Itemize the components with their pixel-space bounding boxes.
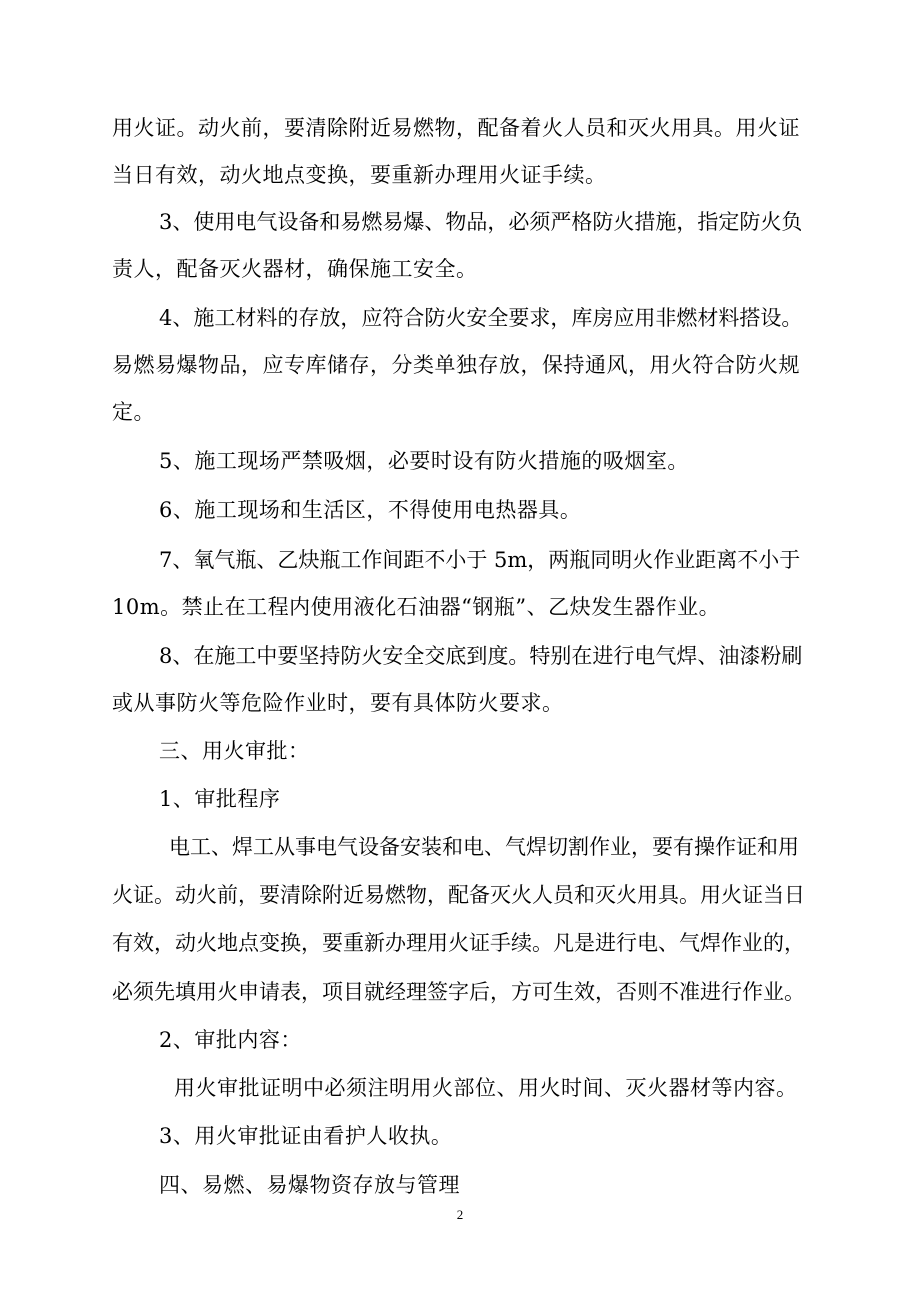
text-line: 定。	[112, 400, 155, 424]
text-line: 3、用火审批证由看护人收执。	[159, 1124, 453, 1148]
subsection-heading: 1、审批程序	[159, 787, 281, 811]
text-line: 用火审批证明中必须注明用火部位、用火时间、灭火器材等内容。	[174, 1076, 798, 1100]
text-line: 6、施工现场和生活区，不得使用电热器具。	[159, 498, 582, 522]
text-line: 有效，动火地点变换，要重新办理用火证手续。凡是进行电、气焊作业的，	[112, 931, 805, 955]
text-line: 必须先填用火申请表，项目就经理签字后，方可生效，否则不准进行作业。	[112, 980, 805, 1004]
text-line: 4、施工材料的存放，应符合防火安全要求，库房应用非燃材料搭设。	[159, 306, 803, 330]
text-line: 3、使用电气设备和易燃易爆、物品，必须严格防火措施，指定防火负	[159, 210, 803, 234]
text-line: 责人，配备灭火器材，确保施工安全。	[112, 257, 478, 281]
text-line: 火证。动火前，要清除附近易燃物，配备灭火人员和灭火用具。用火证当日	[112, 883, 805, 907]
text-line: 易燃易爆物品，应专库储存，分类单独存放，保持通风，用火符合防火规	[112, 353, 800, 377]
text-line: 10m。禁止在工程内使用液化石油器“钢瓶”、乙炔发生器作业。	[112, 595, 721, 619]
text-line: 用火证。动火前，要清除附近易燃物，配备着火人员和灭火用具。用火证	[112, 116, 800, 140]
text-line: 或从事防火等危险作业时，要有具体防火要求。	[112, 691, 564, 715]
page-number: 2	[456, 1207, 464, 1222]
section-heading: 三、用火审批：	[159, 739, 310, 763]
text-line: 8、在施工中要坚持防火安全交底到度。特别在进行电气焊、油漆粉刷	[159, 644, 803, 668]
text-line: 7、氧气瓶、乙炔瓶工作间距不小于 5m，两瓶同明火作业距离不小于	[159, 548, 801, 572]
subsection-heading: 2、审批内容：	[159, 1028, 302, 1052]
section-heading: 四、易燃、易爆物资存放与管理	[159, 1173, 460, 1197]
text-line: 电工、焊工从事电气设备安装和电、气焊切割作业，要有操作证和用	[169, 835, 799, 859]
text-line: 5、施工现场严禁吸烟，必要时设有防火措施的吸烟室。	[159, 449, 689, 473]
text-line: 当日有效，动火地点变换，要重新办理用火证手续。	[112, 163, 607, 187]
